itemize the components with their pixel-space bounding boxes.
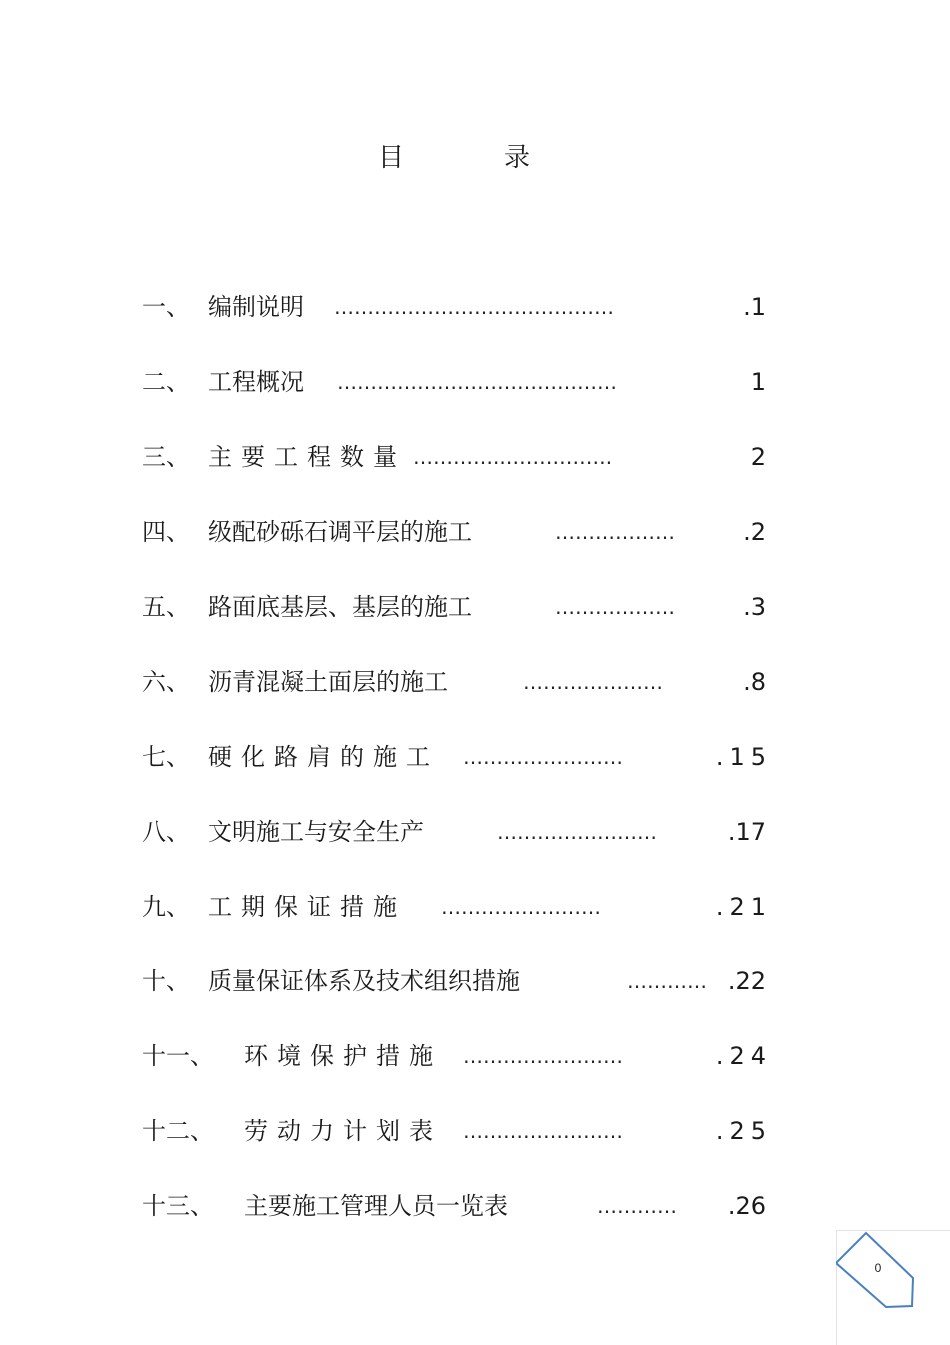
toc-entry-page: .22 xyxy=(727,967,766,995)
toc-entry-leader: …………..……………. xyxy=(413,445,613,469)
toc-entry-leader: ………… xyxy=(627,969,707,993)
toc-title-left: 目 xyxy=(378,143,405,173)
toc-entry-page: .26 xyxy=(727,1192,766,1220)
toc-entry-text: 文明施工与安全生产 xyxy=(208,818,424,846)
toc-entry-page: .21 xyxy=(715,893,772,921)
toc-entry-text: 主要工程数量 xyxy=(208,443,406,471)
toc-entry-text: 编制说明 xyxy=(208,293,304,321)
toc-entry-number: 五、 xyxy=(142,593,190,621)
toc-entry-leader: ……………… xyxy=(555,520,675,544)
page-number: 0 xyxy=(874,1261,882,1275)
toc-entry[interactable] xyxy=(0,887,950,927)
toc-entry-leader: …………………… xyxy=(463,1119,623,1143)
toc-entry-page: .3 xyxy=(743,593,766,621)
toc-entry-page: .24 xyxy=(715,1042,772,1070)
page-diamond-icon xyxy=(836,1230,950,1345)
toc-entry-number: 三、 xyxy=(142,443,190,471)
toc-entry-page: .2 xyxy=(743,518,766,546)
toc-entry-number: 八、 xyxy=(142,818,190,846)
toc-entry-page: 1 xyxy=(750,368,766,396)
page-number-badge xyxy=(836,1230,950,1345)
toc-entry-page: .15 xyxy=(715,743,772,771)
toc-entry-leader: ……………… xyxy=(555,595,675,619)
toc-entry-leader: …………………………………… xyxy=(337,370,617,394)
toc-entry-number: 九、 xyxy=(142,893,190,921)
toc-entry-number: 一、 xyxy=(142,293,190,321)
toc-entry[interactable] xyxy=(0,812,950,852)
toc-entry-page: .17 xyxy=(727,818,766,846)
toc-entry-text: 级配砂砾石调平层的施工 xyxy=(208,518,472,546)
toc-entry-text: 主要施工管理人员一览表 xyxy=(244,1192,508,1220)
toc-entry-text: 工期保证措施 xyxy=(208,893,406,921)
toc-entry-text: 路面底基层、基层的施工 xyxy=(208,593,472,621)
toc-entry-number: 二、 xyxy=(142,368,190,396)
toc-entry-number: 四、 xyxy=(142,518,190,546)
toc-entry-text: 环境保护措施 xyxy=(244,1042,442,1070)
toc-entry-number: 七、 xyxy=(142,743,190,771)
toc-entry[interactable] xyxy=(0,362,950,402)
toc-entry-leader: …………………… xyxy=(463,1044,623,1068)
toc-entry-leader: ………………… xyxy=(523,670,663,694)
toc-entry-number: 十、 xyxy=(142,967,190,995)
toc-entry-leader: …………………… xyxy=(463,745,623,769)
toc-entry-page: .8 xyxy=(743,668,766,696)
toc-entry[interactable] xyxy=(0,1111,950,1151)
toc-entry-leader: …………………… xyxy=(497,820,657,844)
toc-entry-number: 十三、 xyxy=(142,1192,214,1220)
toc-title-right: 录 xyxy=(504,143,531,173)
toc-entry-leader: ………… xyxy=(597,1194,677,1218)
toc-entry-text: 劳动力计划表 xyxy=(244,1117,442,1145)
toc-entry[interactable] xyxy=(0,737,950,777)
toc-entry[interactable] xyxy=(0,1036,950,1076)
toc-entry-page: .1 xyxy=(743,293,766,321)
toc-entry-text: 硬化路肩的施工 xyxy=(208,743,439,771)
toc-entry[interactable] xyxy=(0,437,950,477)
toc-entry[interactable] xyxy=(0,1186,950,1226)
toc-entry-leader: …………………… xyxy=(441,895,601,919)
toc-entry[interactable] xyxy=(0,662,950,702)
toc-entry-page: 2 xyxy=(750,443,766,471)
toc-entry-number: 十二、 xyxy=(142,1117,214,1145)
toc-entry-leader: …………………………………… xyxy=(334,295,614,319)
toc-entry-number: 六、 xyxy=(142,668,190,696)
toc-entry-text: 工程概况 xyxy=(208,368,304,396)
toc-entry[interactable] xyxy=(0,961,950,1001)
toc-entry[interactable] xyxy=(0,587,950,627)
toc-entry-text: 质量保证体系及技术组织措施 xyxy=(208,967,520,995)
toc-entry[interactable] xyxy=(0,287,950,327)
toc-entry[interactable] xyxy=(0,512,950,552)
toc-entry-number: 十一、 xyxy=(142,1042,214,1070)
toc-entry-text: 沥青混凝土面层的施工 xyxy=(208,668,448,696)
toc-entry-page: .25 xyxy=(715,1117,772,1145)
